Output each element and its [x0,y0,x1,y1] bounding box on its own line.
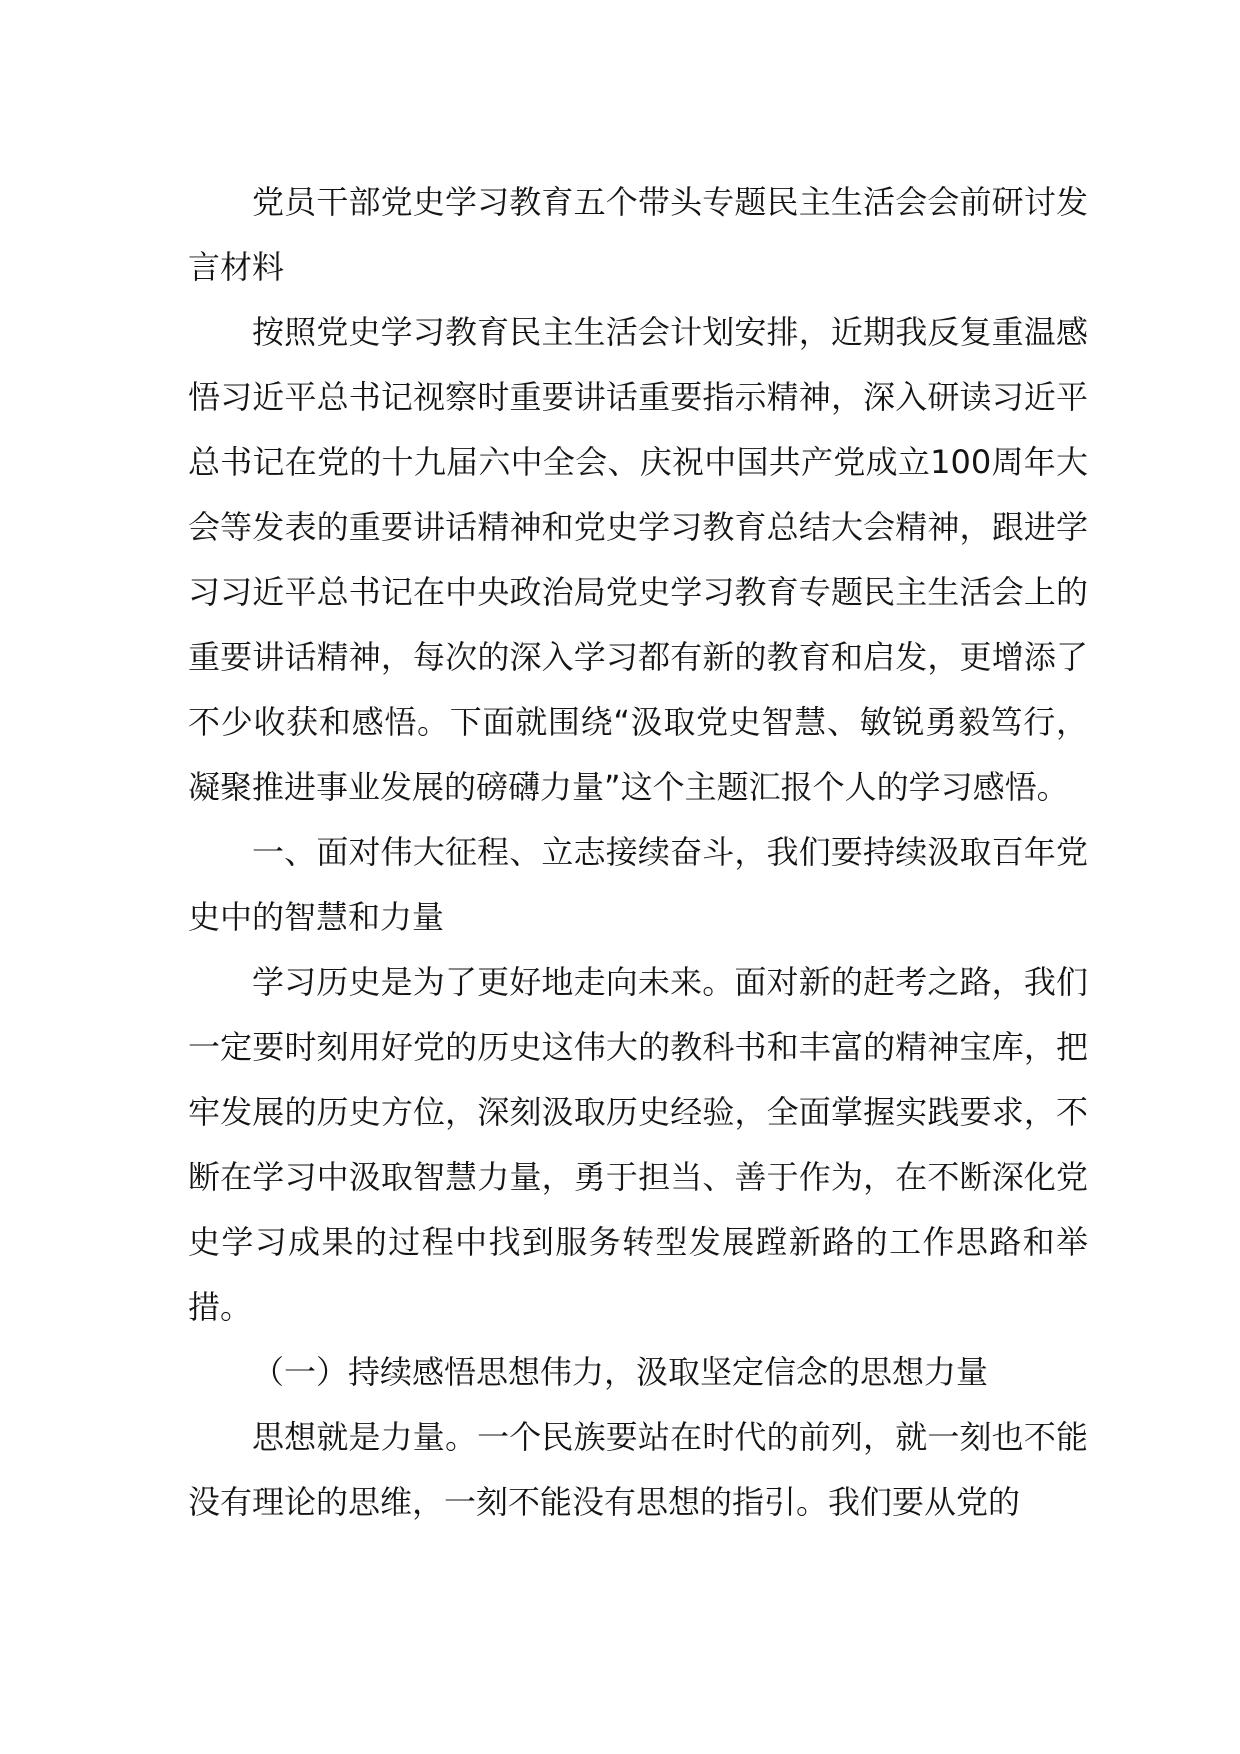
paragraph-section-1: 学习历史是为了更好地走向未来。面对新的赶考之路，我们一定要时刻用好党的历史这伟大的教科书和丰富的精神宝库，把牢发展的历史方位，深刻汲取历史经验，全面掌握实践要求，不断在学习中汲取智慧力量，勇于担当、善于作为，在不断深化党史学习成果的过程中找到服务转型发展蹚新路的工作思路和举措。 [188,963,1088,1326]
paragraph-intro: 按照党史学习教育民主生活会计划安排，近期我反复重温感悟习近平总书记视察时重要讲话重要指示精神，深入研读习近平总书记在党的十九届六中全会、庆祝中国共产党成立100周年大会等发表的重要讲话精神和党史学习教育总结大会精神，跟进学习习近平总书记在中央政治局党史学习教育专题民主生活会上的重要讲话精神，每次的深入学习都有新的教育和启发，更增添了不少收获和感悟。下面就围绕“汲取党史智慧、敏锐勇毅笃行，凝聚推进事业发展的磅礴力量”这个主题汇报个人的学习感悟。 [188,313,1088,806]
paragraph-subsection-1: 思想就是力量。一个民族要站在时代的前列，就一刻也不能没有理论的思维，一刻不能没有思想的指引。我们要从党的 [188,1418,1088,1521]
subsection-heading-1: （一）持续感悟思想伟力，汲取坚定信念的思想力量 [252,1353,989,1391]
section-heading-1: 一、面对伟大征程、立志接续奋斗，我们要持续汲取百年党史中的智慧和力量 [188,833,1088,936]
document-title: 党员干部党史学习教育五个带头专题民主生活会会前研讨发言材料 [188,183,1088,286]
document-body [188,170,1088,1535]
